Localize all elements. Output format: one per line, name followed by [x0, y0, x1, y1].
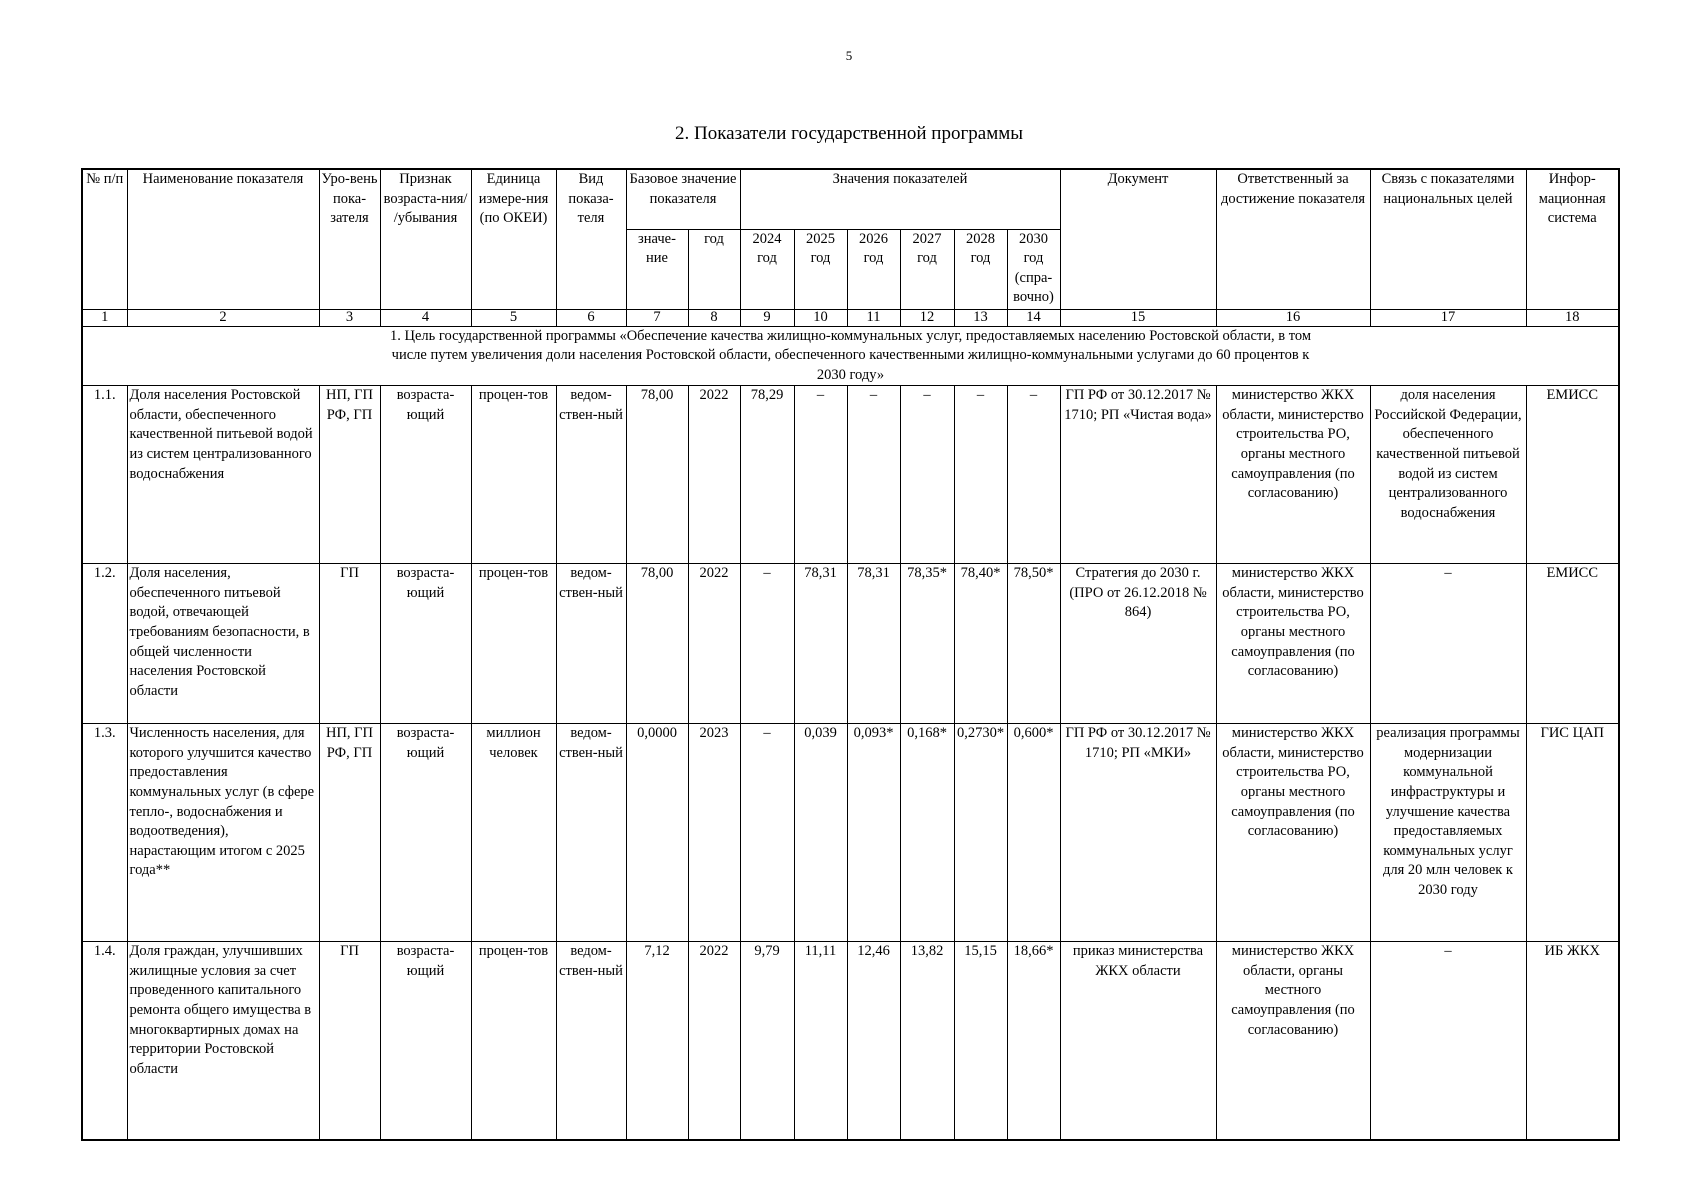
row-level: ГП — [319, 564, 380, 724]
row-info-system: ИБ ЖКХ — [1526, 942, 1619, 1140]
header-level: Уро-вень пока-зателя — [319, 169, 380, 309]
row-value-2025: – — [794, 386, 847, 564]
column-number: 16 — [1216, 309, 1370, 326]
row-responsible: министерство ЖКХ области, министерство строительства РО, органы местного самоуправления (по согласованию) — [1216, 724, 1370, 942]
row-unit: процен-тов — [471, 386, 556, 564]
row-link: реализация программы модернизации коммунальной инфраструктуры и улучшение качества предоставляемых коммунальных услуг для 20 млн человек к 2030 году — [1370, 724, 1526, 942]
row-no: 1.1. — [82, 386, 127, 564]
column-number: 15 — [1060, 309, 1216, 326]
row-level: НП, ГП РФ, ГП — [319, 386, 380, 564]
row-type: ведом-ствен-ный — [556, 386, 626, 564]
column-number: 10 — [794, 309, 847, 326]
table-row — [82, 386, 1619, 564]
row-value-2025: 0,039 — [794, 724, 847, 942]
section-title: 2. Показатели государственной программы — [674, 123, 1024, 144]
column-number: 14 — [1007, 309, 1060, 326]
row-no: 1.2. — [82, 564, 127, 724]
row-link: – — [1370, 942, 1526, 1140]
header-trend: Признак возраста-ния/ /убывания — [380, 169, 471, 309]
column-number: 4 — [380, 309, 471, 326]
row-responsible: министерство ЖКХ области, органы местного самоуправления (по согласованию) — [1216, 942, 1370, 1140]
column-number: 17 — [1370, 309, 1526, 326]
row-value-2027: 78,35* — [900, 564, 954, 724]
row-info-system: ЕМИСС — [1526, 564, 1619, 724]
row-value-2028: 78,40* — [954, 564, 1007, 724]
row-value-2028: 15,15 — [954, 942, 1007, 1140]
header-responsible: Ответственный за достижение показателя — [1216, 169, 1370, 309]
row-unit: миллион человек — [471, 724, 556, 942]
row-value-2024: 9,79 — [740, 942, 794, 1140]
row-trend: возраста-ющий — [380, 386, 471, 564]
row-type: ведом-ствен-ный — [556, 724, 626, 942]
column-number: 3 — [319, 309, 380, 326]
row-value-2026: 78,31 — [847, 564, 900, 724]
row-document: Стратегия до 2030 г. (ПРО от 26.12.2018 № 864) — [1060, 564, 1216, 724]
row-document: ГП РФ от 30.12.2017 № 1710; РП «МКИ» — [1060, 724, 1216, 942]
page-number: 5 — [845, 48, 853, 63]
row-document: ГП РФ от 30.12.2017 № 1710; РП «Чистая вода» — [1060, 386, 1216, 564]
row-value-2024: – — [740, 724, 794, 942]
row-base-year: 2022 — [688, 564, 740, 724]
column-number: 1 — [82, 309, 127, 326]
row-document: приказ министерства ЖКХ области — [1060, 942, 1216, 1140]
row-value-2026: – — [847, 386, 900, 564]
row-value-2026: 0,093* — [847, 724, 900, 942]
row-name: Доля граждан, улучшивших жилищные условия за счет проведенного капитального ремонта общего имущества в многоквартирных домах на территории Ростовской области — [127, 942, 319, 1140]
row-base-year: 2022 — [688, 386, 740, 564]
header-year-2024: 2024 год — [740, 229, 794, 309]
row-name: Доля населения Ростовской области, обеспеченного качественной питьевой водой из систем централизованного водоснабжения — [127, 386, 319, 564]
table-row — [82, 942, 1619, 1140]
row-base-year: 2023 — [688, 724, 740, 942]
header-document: Документ — [1060, 169, 1216, 309]
column-number-row — [82, 309, 1619, 326]
row-trend: возраста-ющий — [380, 564, 471, 724]
row-value-2025: 78,31 — [794, 564, 847, 724]
row-level: НП, ГП РФ, ГП — [319, 724, 380, 942]
row-info-system: ЕМИСС — [1526, 386, 1619, 564]
row-unit: процен-тов — [471, 942, 556, 1140]
row-value-2026: 12,46 — [847, 942, 900, 1140]
row-type: ведом-ствен-ный — [556, 942, 626, 1140]
row-value-2027: – — [900, 386, 954, 564]
header-no: № п/п — [82, 169, 127, 309]
row-value-2027: 13,82 — [900, 942, 954, 1140]
row-unit: процен-тов — [471, 564, 556, 724]
row-link: – — [1370, 564, 1526, 724]
row-name: Доля населения, обеспеченного питьевой водой, отвечающей требованиям безопасности, в общей численности населения Ростовской области — [127, 564, 319, 724]
row-responsible: министерство ЖКХ области, министерство строительства РО, органы местного самоуправления (по согласованию) — [1216, 386, 1370, 564]
row-trend: возраста-ющий — [380, 942, 471, 1140]
row-value-2024: – — [740, 564, 794, 724]
row-info-system: ГИС ЦАП — [1526, 724, 1619, 942]
header-name: Наименование показателя — [127, 169, 319, 309]
header-link: Связь с показателями национальных целей — [1370, 169, 1526, 309]
row-value-2030: 0,600* — [1007, 724, 1060, 942]
row-value-2027: 0,168* — [900, 724, 954, 942]
header-type: Вид показа-теля — [556, 169, 626, 309]
row-value-2030: 78,50* — [1007, 564, 1060, 724]
row-base-year: 2022 — [688, 942, 740, 1140]
header-unit: Единица измере-ния (по ОКЕИ) — [471, 169, 556, 309]
table-row — [82, 564, 1619, 724]
row-base-value: 78,00 — [626, 564, 688, 724]
row-value-2028: 0,2730* — [954, 724, 1007, 942]
row-value-2030: 18,66* — [1007, 942, 1060, 1140]
column-number: 12 — [900, 309, 954, 326]
header-year-2030: 2030 год (спра-вочно) — [1007, 229, 1060, 309]
column-number: 2 — [127, 309, 319, 326]
header-year-2028: 2028 год — [954, 229, 1007, 309]
table-row — [82, 724, 1619, 942]
row-type: ведом-ствен-ный — [556, 564, 626, 724]
row-value-2030: – — [1007, 386, 1060, 564]
column-number: 8 — [688, 309, 740, 326]
column-number: 9 — [740, 309, 794, 326]
column-number: 13 — [954, 309, 1007, 326]
header-values: Значения показателей — [740, 169, 1060, 229]
row-no: 1.3. — [82, 724, 127, 942]
goal-cell: 1. Цель государственной программы «Обеспечение качества жилищно-коммунальных услуг, предоставляемых населению Ростовской области, в том числе путем увеличения доли населения Ростовской области, обеспеченного качественными жилищно-коммунальными услугами до 60 процентов к 2030 году» — [82, 326, 1619, 386]
row-value-2025: 11,11 — [794, 942, 847, 1140]
column-number: 6 — [556, 309, 626, 326]
header-base-value: значе-ние — [626, 229, 688, 309]
header-year-2026: 2026 год — [847, 229, 900, 309]
row-trend: возраста-ющий — [380, 724, 471, 942]
header-base: Базовое значение показателя — [626, 169, 740, 229]
row-base-value: 0,0000 — [626, 724, 688, 942]
column-number: 18 — [1526, 309, 1619, 326]
column-number: 7 — [626, 309, 688, 326]
row-base-value: 7,12 — [626, 942, 688, 1140]
header-base-year: год — [688, 229, 740, 309]
row-link: доля населения Российской Федерации, обеспеченного качественной питьевой водой из систем централизованного водоснабжения — [1370, 386, 1526, 564]
header-year-2025: 2025 год — [794, 229, 847, 309]
row-value-2028: – — [954, 386, 1007, 564]
indicators-table — [81, 168, 1620, 1141]
row-name: Численность населения, для которого улучшится качество предоставления коммунальных услуг (в сфере тепло-, водоснабжения и водоотведения), нарастающим итогом с 2025 года** — [127, 724, 319, 942]
row-base-value: 78,00 — [626, 386, 688, 564]
header-info-system: Инфор-мационная система — [1526, 169, 1619, 309]
column-number: 11 — [847, 309, 900, 326]
column-number: 5 — [471, 309, 556, 326]
row-responsible: министерство ЖКХ области, министерство строительства РО, органы местного самоуправления (по согласованию) — [1216, 564, 1370, 724]
row-no: 1.4. — [82, 942, 127, 1140]
row-level: ГП — [319, 942, 380, 1140]
header-year-2027: 2027 год — [900, 229, 954, 309]
row-value-2024: 78,29 — [740, 386, 794, 564]
